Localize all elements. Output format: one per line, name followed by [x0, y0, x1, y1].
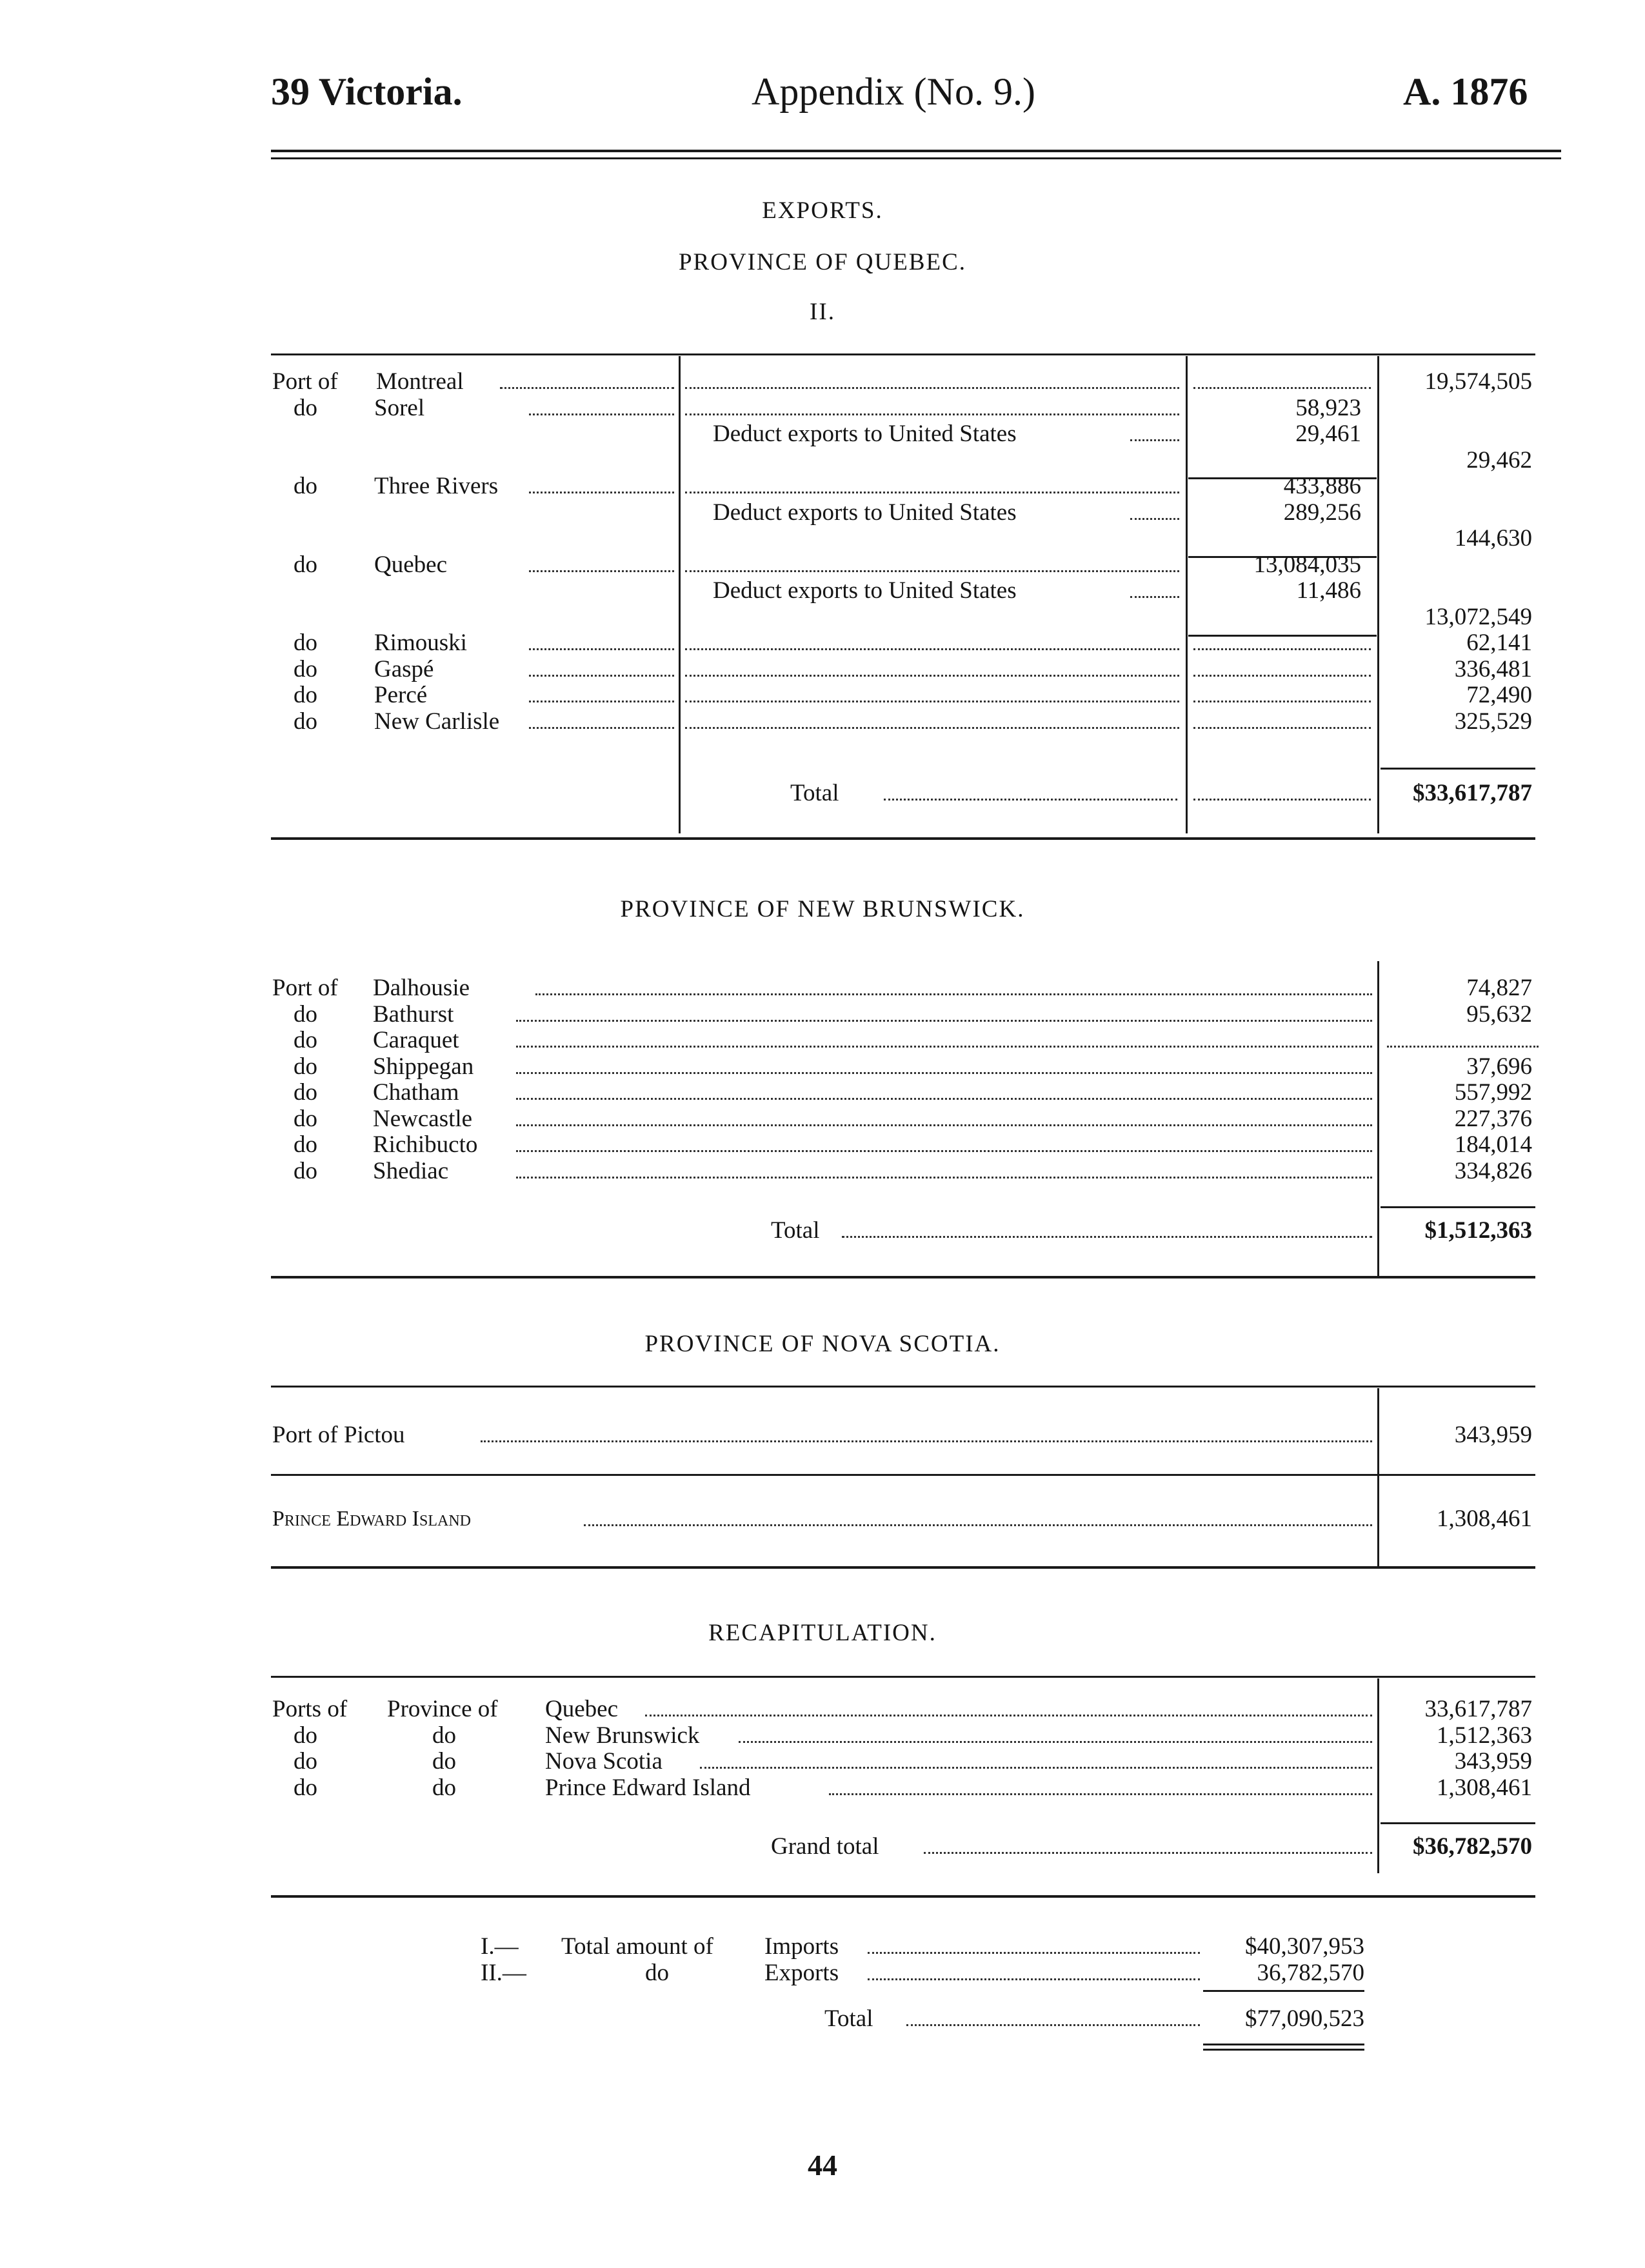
quebec-port-prefix: do	[294, 708, 317, 735]
quebec-total-value-cell: 72,490	[1466, 682, 1532, 708]
dot-leader	[1193, 675, 1371, 677]
recap-value: 1,512,363	[1437, 1722, 1532, 1749]
dot-leader	[739, 1741, 1372, 1743]
dot-leader	[868, 1978, 1200, 1980]
quebec-sub-value: 11,486	[1296, 577, 1361, 604]
dot-leader	[500, 387, 674, 389]
dot-leader	[1130, 596, 1179, 598]
nb-total-label: Total	[771, 1217, 820, 1244]
recap-col-a: Ports of	[272, 1696, 348, 1722]
quebec-port-name: Montreal	[376, 368, 464, 395]
dot-leader	[685, 387, 1179, 389]
pei-bottom-rule	[271, 1566, 1535, 1569]
ns-col-line	[1377, 1388, 1379, 1569]
nb-port-name: Richibucto	[373, 1131, 478, 1158]
nb-port-name: Bathurst	[373, 1000, 454, 1028]
recap-col-c: New Brunswick	[545, 1722, 700, 1749]
summary-row	[0, 1934, 1645, 1960]
dot-leader	[516, 1177, 1372, 1179]
dot-leader	[535, 993, 1372, 995]
recap-grand-label: Grand total	[771, 1833, 879, 1860]
recap-col-b: Province of	[387, 1696, 498, 1722]
nb-row	[0, 1080, 1645, 1106]
dot-leader	[685, 675, 1179, 677]
summary-value: $40,307,953	[1245, 1933, 1364, 1960]
summary-label: Total amount of	[561, 1933, 713, 1960]
quebec-port-prefix: do	[294, 473, 317, 499]
nb-port-name: Shippegan	[373, 1053, 474, 1080]
quebec-row	[0, 448, 1645, 473]
nb-port-name: Shediac	[373, 1157, 449, 1184]
quebec-deduct-label: Deduct exports to United States	[713, 577, 1017, 604]
quebec-row	[0, 473, 1645, 499]
recap-value: 33,617,787	[1424, 1696, 1532, 1722]
quebec-title: PROVINCE OF QUEBEC.	[678, 249, 967, 275]
summary-num: II.—	[481, 1959, 526, 1986]
nb-row	[0, 1132, 1645, 1158]
recap-value: 343,959	[1454, 1748, 1532, 1775]
quebec-total-row	[0, 781, 1645, 806]
dot-leader	[1193, 387, 1371, 389]
quebec-row	[0, 657, 1645, 682]
quebec-row	[0, 578, 1645, 604]
pei-value: 1,308,461	[1437, 1506, 1532, 1532]
quebec-port-prefix: do	[294, 394, 317, 421]
quebec-port-name: Three Rivers	[374, 473, 499, 499]
recap-row	[0, 1723, 1645, 1749]
pei-label: Prince Edward Island	[272, 1507, 471, 1531]
quebec-row	[0, 526, 1645, 552]
dot-leader	[1387, 1046, 1539, 1048]
dot-leader	[1130, 439, 1179, 441]
recap-title: RECAPITULATION.	[708, 1620, 937, 1646]
nb-value: 227,376	[1454, 1105, 1532, 1132]
nb-port-prefix: do	[294, 1027, 317, 1053]
quebec-port-prefix: do	[294, 682, 317, 708]
nb-row	[0, 1054, 1645, 1080]
quebec-row	[0, 395, 1645, 421]
quebec-sub-value: 13,084,035	[1253, 551, 1361, 578]
summary-what: Exports	[764, 1959, 839, 1986]
quebec-total-value: $33,617,787	[1413, 780, 1532, 806]
nb-port-prefix: do	[294, 1131, 317, 1158]
recap-grand-value: $36,782,570	[1413, 1833, 1532, 1860]
dot-leader	[1193, 648, 1371, 650]
quebec-total-value-cell: 325,529	[1454, 708, 1532, 735]
quebec-row	[0, 682, 1645, 708]
nb-row	[0, 1159, 1645, 1184]
nb-port-prefix: do	[294, 1105, 317, 1132]
quebec-sub-value: 433,886	[1283, 473, 1361, 499]
dot-leader	[529, 570, 674, 572]
nb-bottom-rule	[271, 1276, 1535, 1278]
nb-port-prefix: do	[294, 1157, 317, 1184]
quebec-port-prefix: do	[294, 655, 317, 682]
nb-port-prefix: do	[294, 1079, 317, 1106]
recap-grand-row	[0, 1834, 1645, 1860]
quebec-port-name: Quebec	[374, 551, 447, 578]
dot-leader	[516, 1072, 1372, 1074]
summary-double-rule-2	[1203, 2049, 1364, 2051]
recap-bottom-rule	[271, 1895, 1535, 1898]
dot-leader	[1130, 518, 1179, 520]
header-left: 39 Victoria.	[271, 70, 463, 113]
ns-top-rule	[271, 1386, 1535, 1388]
nb-value: 557,992	[1454, 1079, 1532, 1106]
nb-title: PROVINCE OF NEW BRUNSWICK.	[620, 896, 1025, 922]
header-rule-top	[271, 150, 1561, 152]
quebec-row	[0, 630, 1645, 656]
dot-leader	[685, 570, 1179, 572]
nb-row	[0, 1002, 1645, 1028]
dot-leader	[685, 727, 1179, 729]
summary-num: I.—	[481, 1933, 519, 1960]
dot-leader	[529, 648, 674, 650]
nb-value: 74,827	[1466, 975, 1532, 1001]
recap-col-c: Quebec	[545, 1696, 618, 1722]
dot-leader	[529, 675, 674, 677]
header-right: A. 1876	[1403, 70, 1528, 113]
dot-leader	[516, 1046, 1372, 1048]
quebec-total-value-cell: 29,462	[1466, 446, 1532, 473]
nb-total-rule	[1381, 1206, 1535, 1208]
dot-leader	[516, 1124, 1372, 1126]
quebec-top-rule	[271, 353, 1535, 355]
nb-port-prefix: do	[294, 1053, 317, 1080]
quebec-total-value-cell: 144,630	[1454, 525, 1532, 552]
ns-value: 343,959	[1454, 1422, 1532, 1448]
nb-total-value: $1,512,363	[1424, 1217, 1532, 1244]
dot-leader	[1193, 727, 1371, 729]
quebec-row	[0, 604, 1645, 630]
recap-row	[0, 1775, 1645, 1801]
quebec-row	[0, 709, 1645, 735]
ns-row	[0, 1422, 1645, 1448]
nb-port-prefix: do	[294, 1000, 317, 1028]
quebec-deduct-label: Deduct exports to United States	[713, 499, 1017, 526]
recap-col-c: Nova Scotia	[545, 1748, 663, 1775]
quebec-port-name: Gaspé	[374, 655, 434, 682]
quebec-total-value-cell: 62,141	[1466, 630, 1532, 656]
dot-leader	[868, 1952, 1200, 1954]
nb-port-name: Dalhousie	[373, 975, 470, 1001]
recap-row	[0, 1696, 1645, 1722]
quebec-sub-value: 58,923	[1295, 394, 1361, 421]
quebec-row	[0, 421, 1645, 447]
nb-value: 37,696	[1466, 1053, 1532, 1080]
nb-port-name: Newcastle	[373, 1105, 473, 1132]
quebec-port-name: Rimouski	[374, 630, 467, 656]
dot-leader	[529, 701, 674, 702]
recap-col-c: Prince Edward Island	[545, 1774, 751, 1801]
dot-leader	[685, 648, 1179, 650]
dot-leader	[516, 1150, 1372, 1152]
dot-leader	[685, 413, 1179, 415]
header-center: Appendix (No. 9.)	[752, 70, 1035, 113]
quebec-port-prefix: Port of	[272, 368, 338, 395]
header-rule-bottom	[271, 157, 1561, 159]
quebec-total-value-cell: 13,072,549	[1424, 603, 1532, 630]
summary-value: 36,782,570	[1257, 1959, 1364, 1986]
quebec-numeral: II.	[810, 299, 835, 325]
summary-total-row	[0, 2006, 1645, 2032]
quebec-total-value-cell: 19,574,505	[1424, 368, 1532, 395]
summary-total-value: $77,090,523	[1245, 2005, 1364, 2032]
quebec-port-prefix: do	[294, 551, 317, 578]
dot-leader	[529, 492, 674, 493]
quebec-bottom-rule	[271, 837, 1535, 840]
ns-bottom-rule	[271, 1474, 1535, 1476]
quebec-row	[0, 500, 1645, 526]
dot-leader	[529, 413, 674, 415]
nb-value: 95,632	[1466, 1000, 1532, 1028]
nb-port-name: Chatham	[373, 1079, 459, 1106]
nb-row	[0, 975, 1645, 1001]
recap-col-a: do	[294, 1774, 317, 1801]
nb-total-row	[0, 1218, 1645, 1244]
quebec-total-value-cell: 336,481	[1454, 655, 1532, 682]
recap-col-b: do	[432, 1774, 456, 1801]
nb-port-prefix: Port of	[272, 975, 338, 1001]
dot-leader	[645, 1715, 1372, 1716]
dot-leader	[529, 727, 674, 729]
summary-total-label: Total	[824, 2005, 873, 2032]
dot-leader	[685, 492, 1179, 493]
total-rule-quebec	[1381, 768, 1535, 770]
quebec-port-prefix: do	[294, 630, 317, 656]
nb-value: 184,014	[1454, 1131, 1532, 1158]
dot-leader	[700, 1767, 1372, 1769]
summary-double-rule-1	[1203, 2044, 1364, 2045]
quebec-port-name: Sorel	[374, 394, 425, 421]
quebec-row	[0, 552, 1645, 578]
recap-col-a: do	[294, 1722, 317, 1749]
ns-title: PROVINCE OF NOVA SCOTIA.	[644, 1331, 1001, 1357]
summary-label: do	[645, 1959, 669, 1986]
ns-port: Port of Pictou	[272, 1422, 405, 1448]
quebec-total-label: Total	[790, 780, 839, 806]
quebec-deduct-label: Deduct exports to United States	[713, 421, 1017, 447]
page-number: 44	[808, 2149, 837, 2182]
recap-top-rule	[271, 1676, 1535, 1678]
dot-leader	[516, 1098, 1372, 1100]
dot-leader	[1193, 701, 1371, 702]
pei-row	[0, 1506, 1645, 1532]
exports-title: EXPORTS.	[762, 197, 883, 224]
quebec-port-name: Percé	[374, 682, 428, 708]
recap-total-rule	[1381, 1822, 1535, 1824]
quebec-port-name: New Carlisle	[374, 708, 500, 735]
quebec-row	[0, 369, 1645, 395]
summary-row	[0, 1960, 1645, 1986]
nb-row	[0, 1028, 1645, 1053]
recap-row	[0, 1749, 1645, 1775]
recap-col-b: do	[432, 1722, 456, 1749]
nb-port-name: Caraquet	[373, 1027, 459, 1053]
recap-value: 1,308,461	[1437, 1774, 1532, 1801]
dot-leader	[685, 701, 1179, 702]
dot-leader	[829, 1793, 1372, 1795]
quebec-sub-value: 29,461	[1295, 421, 1361, 447]
summary-rule	[1203, 1990, 1364, 1992]
quebec-sub-value: 289,256	[1283, 499, 1361, 526]
summary-what: Imports	[764, 1933, 839, 1960]
recap-col-b: do	[432, 1748, 456, 1775]
recap-col-a: do	[294, 1748, 317, 1775]
dot-leader	[516, 1020, 1372, 1022]
nb-row	[0, 1106, 1645, 1132]
nb-value: 334,826	[1454, 1157, 1532, 1184]
